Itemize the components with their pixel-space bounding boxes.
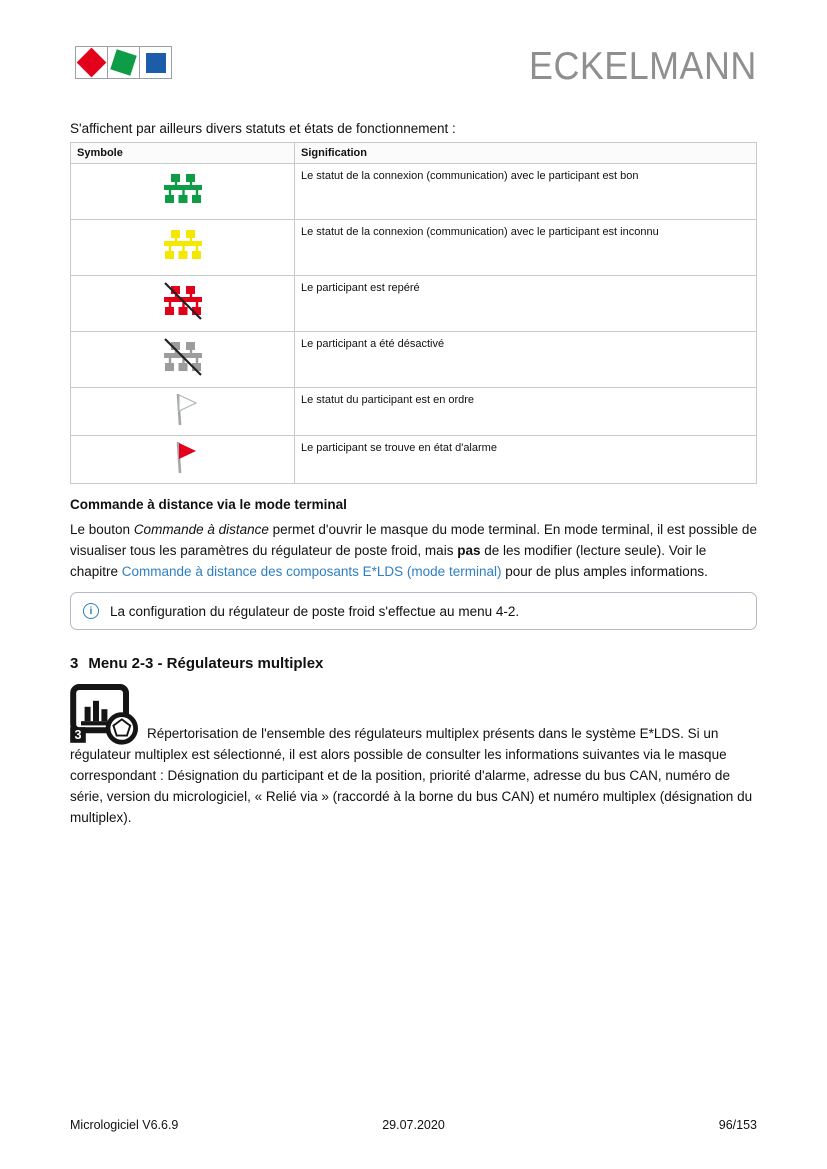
status-symbols-table — [70, 142, 757, 484]
paragraph-text: de les modifier (lecture seule). Voir le chapitre — [70, 543, 707, 579]
meaning-cell: Le statut de la connexion (communication) avec le participant est bon — [295, 164, 757, 220]
footer-firmware-version: Micrologiciel V6.6.9 — [70, 1118, 179, 1132]
meaning-cell: Le participant a été désactivé — [295, 332, 757, 388]
terminal-section-heading: Commande à distance via le mode terminal — [70, 497, 347, 512]
eckelmann-logo-squares — [75, 46, 172, 79]
table-row — [71, 220, 757, 276]
chapter-link[interactable]: Commande à distance des composants E*LDS (mode terminal) — [121, 564, 502, 579]
footer-page-number: 96/153 — [718, 1118, 757, 1132]
paragraph-text: Le bouton — [70, 522, 134, 537]
multiplex-menu-icon — [70, 684, 140, 744]
alarm-flag-icon — [169, 440, 197, 474]
table-row — [71, 332, 757, 388]
intro-text: S'affichent par ailleurs divers statuts et états de fonctionnement : — [70, 121, 456, 136]
logo-blue-square-icon — [139, 47, 171, 78]
table-row — [71, 436, 757, 484]
network-status-unknown-icon — [164, 230, 202, 260]
symbol-cell — [71, 436, 295, 484]
network-status-good-icon — [164, 174, 202, 204]
page-footer — [70, 1118, 757, 1132]
brand-wordmark: ECKELMANN — [529, 44, 757, 88]
participant-deactivated-icon — [164, 342, 202, 372]
table-header-row — [71, 143, 757, 164]
footer-date: 29.07.2020 — [382, 1118, 445, 1132]
meaning-cell: Le statut du participant est en ordre — [295, 388, 757, 436]
multiplex-section-heading — [70, 655, 757, 672]
symbol-cell — [71, 276, 295, 332]
participant-marked-icon — [164, 286, 202, 316]
emphasis-text: pas — [457, 543, 481, 558]
table-row — [71, 276, 757, 332]
logo-green-square-icon — [107, 47, 139, 78]
section-number: 3 — [70, 655, 79, 672]
symbol-cell — [71, 220, 295, 276]
button-name-italic: Commande à distance — [133, 522, 269, 537]
logo-red-diamond-icon — [76, 47, 107, 78]
meaning-cell: Le participant est repéré — [295, 276, 757, 332]
table-row — [71, 164, 757, 220]
info-note-text: La configuration du régulateur de poste froid s'effectue au menu 4-2. — [110, 603, 520, 619]
section-title: Menu 2-3 - Régulateurs multiplex — [88, 655, 324, 672]
status-ok-flag-icon — [169, 392, 197, 426]
meaning-cell: Le participant se trouve en état d'alarme — [295, 436, 757, 484]
symbol-cell — [71, 164, 295, 220]
column-header-symbole: Symbole — [71, 143, 295, 164]
terminal-section-paragraph — [70, 519, 757, 582]
multiplex-paragraph — [70, 684, 757, 828]
multiplex-paragraph-text: Répertorisation de l'ensemble des régulateurs multiplex présents dans le système E*LDS. Si un régulateur multiplex est sélectionné, il est alors possible de consulter les informations suivantes via le masque correspondant : Désignation du participant et de la position, priorité d'alarme, adresse du bus CAN, numéro de série, version du micrologiciel, « Relié via » (raccordé à la borne du bus CAN) et numéro multiplex (désignation du multiplex). — [70, 726, 753, 825]
info-icon: i — [83, 603, 99, 619]
symbol-cell — [71, 332, 295, 388]
paragraph-text: pour de plus amples informations. — [501, 564, 708, 579]
table-row — [71, 388, 757, 436]
meaning-cell: Le statut de la connexion (communication) avec le participant est inconnu — [295, 220, 757, 276]
info-note-box — [70, 592, 757, 630]
symbol-cell — [71, 388, 295, 436]
paragraph-text: permet d'ouvrir le masque du mode terminal. En mode terminal, il est possible de visualiser tous les paramètres du régulateur de poste froid, mais — [70, 522, 757, 558]
column-header-signification: Signification — [295, 143, 757, 164]
menu-icon-badge: 3 — [74, 728, 82, 743]
page-header — [70, 44, 757, 88]
